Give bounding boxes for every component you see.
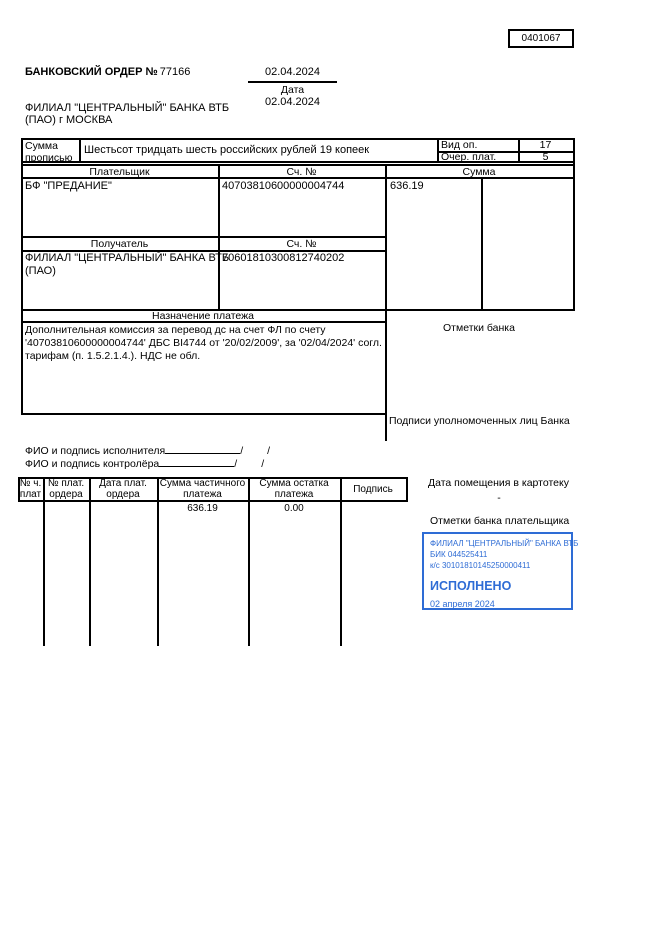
- header-line: ордера: [106, 488, 140, 500]
- partial-table-header-col2: [43, 479, 89, 500]
- date-underline: [248, 81, 337, 83]
- purpose-text: [25, 324, 382, 363]
- header-line: платежа: [274, 488, 314, 500]
- recipient-name-line2: (ПАО): [25, 264, 56, 277]
- form-code: 0401067: [521, 33, 561, 44]
- header-line: Сумма частичного: [159, 478, 246, 489]
- stamp-bik: БИК 044525411: [430, 550, 488, 559]
- stamp-status: ИСПОЛНЕНО: [430, 579, 512, 593]
- executor-label: ФИО и подпись исполнителя: [25, 445, 166, 457]
- header-line: № ч.: [19, 478, 42, 489]
- payer-account: 40703810600000004744: [222, 180, 345, 192]
- header-line: Дата плат.: [99, 478, 147, 489]
- amount-words-label-line2: прописью: [25, 152, 73, 165]
- line: [385, 164, 387, 441]
- op-type-value: 17: [539, 139, 552, 151]
- line: [573, 138, 575, 311]
- document-title: [25, 66, 190, 79]
- slash: /: [240, 445, 244, 457]
- amount-words-label-line1: Сумма: [25, 140, 58, 152]
- amount-words-label: [25, 140, 73, 164]
- partial-table-header-col4: [157, 479, 248, 500]
- controller-label: ФИО и подпись контролёра: [25, 458, 160, 470]
- slash: /: [267, 445, 271, 457]
- slash: /: [234, 458, 238, 470]
- bank-marks-label: Отметки банка: [443, 322, 515, 334]
- recipient-account-header: Сч. №: [286, 238, 317, 250]
- line: [481, 177, 483, 310]
- stamp-corr-account: к/с 30101810145250000411: [430, 561, 531, 570]
- partial-table-header-col5: [248, 479, 340, 500]
- payer-account-header: Сч. №: [286, 166, 317, 178]
- date-label: Дата: [280, 84, 305, 96]
- controller-signature-line: [25, 455, 264, 470]
- partial-table-header-col1: [18, 479, 43, 500]
- order-number: 77166: [159, 66, 191, 78]
- line: [406, 477, 408, 502]
- payer-name: БФ "ПРЕДАНИЕ": [25, 180, 112, 192]
- line: [21, 138, 23, 415]
- op-priority-value: 5: [542, 151, 549, 163]
- recipient-header: Получатель: [90, 238, 149, 250]
- partial-table-header-col6: Подпись: [353, 484, 393, 495]
- line: [437, 138, 439, 163]
- remainder-amount-value: 0.00: [284, 503, 304, 514]
- partial-amount-value: 636.19: [187, 503, 218, 514]
- recipient-account: 70601810300812740202: [222, 252, 345, 264]
- issuing-bank-line2: (ПАО) г МОСКВА: [25, 114, 113, 126]
- date-value-top: 02.04.2024: [264, 66, 321, 78]
- recipient-name: [25, 252, 229, 277]
- partial-table-header-col3: [89, 479, 157, 500]
- payer-bank-marks-label: Отметки банка плательщика: [430, 515, 570, 527]
- card-file-dash: -: [497, 492, 501, 504]
- signature-blank: [165, 442, 240, 454]
- card-file-date-label: Дата помещения в картотеку: [428, 477, 569, 489]
- slash: /: [261, 458, 265, 470]
- stamp-date: 02 апреля 2024: [430, 599, 495, 609]
- signature-blank: [159, 455, 234, 467]
- line: [18, 500, 408, 502]
- stamp-bank-name: ФИЛИАЛ "ЦЕНТРАЛЬНЫЙ" БАНКА ВТБ: [430, 539, 579, 548]
- purpose-header: Назначение платежа: [152, 310, 254, 322]
- line: [43, 477, 45, 646]
- payer-header: Плательщик: [89, 166, 150, 178]
- header-line: плат: [19, 488, 42, 500]
- line: [21, 138, 575, 140]
- recipient-name-line1: ФИЛИАЛ "ЦЕНТРАЛЬНЫЙ" БАНКА ВТБ: [25, 252, 230, 264]
- amount-in-words: Шестьсот тридцать шесть российских рублей 19 копеек: [84, 144, 370, 156]
- header-line: № плат.: [47, 478, 85, 489]
- header-line: Сумма остатка: [259, 478, 329, 489]
- line: [89, 477, 91, 646]
- date-value-bottom: 02.04.2024: [264, 96, 321, 108]
- purpose-line1: Дополнительная комиссия за перевод дс на счет ФЛ по счету: [25, 324, 326, 336]
- purpose-line2: '40703810600000004744' ДБС BI4744 от '20/02/2009', за '02/04/2024' согл.: [25, 337, 382, 349]
- header-line: платежа: [183, 488, 222, 500]
- op-priority-label: Очер. плат.: [441, 151, 497, 163]
- header-line: ордера: [49, 488, 83, 500]
- op-type-label: Вид оп.: [441, 139, 478, 151]
- issuing-bank-line1: ФИЛИАЛ "ЦЕНТРАЛЬНЫЙ" БАНКА ВТБ: [25, 102, 230, 114]
- purpose-line3: тарифам (п. 1.5.2.1.4.). НДС не обл.: [25, 350, 201, 362]
- line: [340, 477, 342, 646]
- line: [21, 413, 385, 415]
- line: [79, 138, 81, 163]
- form-code-box: [508, 29, 574, 48]
- amount-header: Сумма: [462, 166, 496, 178]
- payment-amount: 636.19: [390, 180, 424, 192]
- bank-execution-stamp: [422, 532, 579, 610]
- bank-signatures-label: Подписи уполномоченных лиц Банка: [389, 415, 570, 427]
- title-text: БАНКОВСКИЙ ОРДЕР №: [25, 66, 158, 78]
